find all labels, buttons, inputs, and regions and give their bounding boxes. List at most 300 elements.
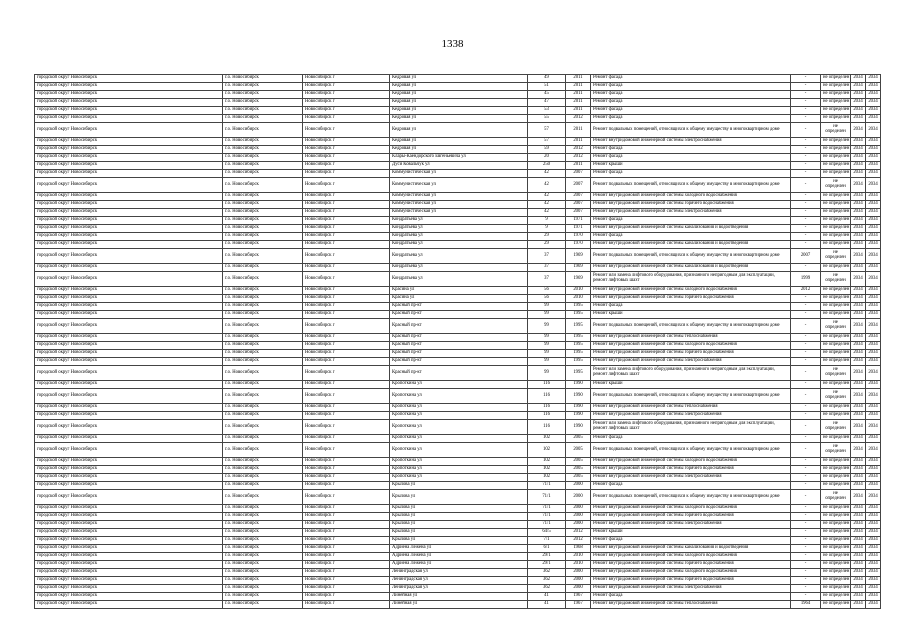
plan-end-cell: 2034 <box>866 99 881 107</box>
work-type-cell: Ремонт фасада <box>591 435 791 443</box>
year-done-cell: - <box>791 569 821 577</box>
plan-end-cell: 2034 <box>866 513 881 521</box>
work-type-cell: Ремонт внутридомовой инженерной системы электроснабжения <box>591 358 791 366</box>
plan-start-cell: 2034 <box>851 303 866 311</box>
city-cell: Новосибирск г <box>303 389 390 404</box>
table-row <box>35 513 881 521</box>
house-cell: 42 <box>528 209 566 217</box>
year-done-cell: - <box>791 319 821 334</box>
city-cell: Новосибирск г <box>303 146 390 154</box>
house-cell: 9 <box>528 225 566 233</box>
work-type-cell: Ремонт фасада <box>591 115 791 123</box>
municipality-cell: городской округ Новосибирск <box>35 342 223 350</box>
house-cell: 116 <box>528 389 566 404</box>
cost-cell: не определен <box>821 233 851 241</box>
year-done-cell: 2012 <box>791 287 821 295</box>
city-cell: Новосибирск г <box>303 295 390 303</box>
plan-end-cell: 2034 <box>866 272 881 287</box>
plan-end-cell: 2034 <box>866 225 881 233</box>
plan-start-cell: 2034 <box>851 458 866 466</box>
house-cell: 99 <box>528 366 566 381</box>
work-type-cell: Ремонт внутридомовой инженерной системы электроснабжения <box>591 474 791 482</box>
year-done-cell: - <box>791 99 821 107</box>
plan-end-cell: 2034 <box>866 91 881 99</box>
work-type-cell: Ремонт внутридомовой инженерной системы теплоснабжения <box>591 334 791 342</box>
table-row <box>35 154 881 162</box>
year-cell: 2005 <box>566 474 591 482</box>
street-cell: Красный пр-кт <box>390 358 528 366</box>
city-cell: Новосибирск г <box>303 381 390 389</box>
year-done-cell: - <box>791 412 821 420</box>
street-cell: Коммунистическая ул <box>390 201 528 209</box>
plan-end-cell: 2034 <box>866 569 881 577</box>
year-cell: 1995 <box>566 366 591 381</box>
city-cell: Новосибирск г <box>303 466 390 474</box>
street-cell: Кропоткина ул <box>390 466 528 474</box>
year-cell: 2012 <box>566 154 591 162</box>
city-cell: Новосибирск г <box>303 107 390 115</box>
street-cell: Кедровая ул <box>390 107 528 115</box>
year-done-cell: - <box>791 342 821 350</box>
work-type-cell: Ремонт фасада <box>591 217 791 225</box>
municipality-cell: городской округ Новосибирск <box>35 474 223 482</box>
year-cell: 1995 <box>566 334 591 342</box>
plan-end-cell: 2034 <box>866 577 881 585</box>
house-cell: 47 <box>528 99 566 107</box>
cost-cell: не определен <box>821 569 851 577</box>
house-cell: 37 <box>528 249 566 264</box>
table-row <box>35 107 881 115</box>
street-cell: Кондратьева ул <box>390 249 528 264</box>
district-cell: г.о. Новосибирск <box>223 529 303 537</box>
table-row <box>35 412 881 420</box>
house-cell: 99 <box>528 303 566 311</box>
year-done-cell: - <box>791 311 821 319</box>
house-cell: 55 <box>528 115 566 123</box>
work-type-cell: Ремонт крыши <box>591 311 791 319</box>
municipality-cell: городской округ Новосибирск <box>35 458 223 466</box>
table-row <box>35 311 881 319</box>
plan-end-cell: 2034 <box>866 521 881 529</box>
municipality-cell: городской округ Новосибирск <box>35 241 223 249</box>
city-cell: Новосибирск г <box>303 154 390 162</box>
district-cell: г.о. Новосибирск <box>223 569 303 577</box>
table-row <box>35 162 881 170</box>
work-type-cell: Ремонт подвальных помещений, относящихся к общему имуществу в многоквартирном доме <box>591 319 791 334</box>
year-cell: 1995 <box>566 358 591 366</box>
year-done-cell: - <box>791 170 821 178</box>
house-cell: 71/1 <box>528 490 566 505</box>
plan-start-cell: 2034 <box>851 193 866 201</box>
plan-end-cell: 2034 <box>866 545 881 553</box>
municipality-cell: городской округ Новосибирск <box>35 178 223 193</box>
cost-cell: не определен <box>821 529 851 537</box>
table-row <box>35 272 881 287</box>
district-cell: г.о. Новосибирск <box>223 545 303 553</box>
table-row <box>35 342 881 350</box>
street-cell: Ленинградская ул <box>390 577 528 585</box>
district-cell: г.о. Новосибирск <box>223 170 303 178</box>
year-cell: 1967 <box>566 593 591 601</box>
cost-cell: не определен <box>821 162 851 170</box>
city-cell: Новосибирск г <box>303 311 390 319</box>
house-cell: 59 <box>528 146 566 154</box>
street-cell: Кедровая ул <box>390 123 528 138</box>
work-type-cell: Ремонт внутридомовой инженерной системы электроснабжения <box>591 412 791 420</box>
district-cell: г.о. Новосибирск <box>223 342 303 350</box>
cost-cell: не определен <box>821 123 851 138</box>
cost-cell: не определен <box>821 521 851 529</box>
year-done-cell: - <box>791 404 821 412</box>
work-type-cell: Ремонт фасада <box>591 233 791 241</box>
work-type-cell: Ремонт внутридомовой инженерной системы горячего водоснабжения <box>591 350 791 358</box>
table-row <box>35 91 881 99</box>
plan-end-cell: 2034 <box>866 201 881 209</box>
city-cell: Новосибирск г <box>303 170 390 178</box>
street-cell: Коммунистическая ул <box>390 170 528 178</box>
plan-start-cell: 2034 <box>851 474 866 482</box>
plan-end-cell: 2034 <box>866 162 881 170</box>
district-cell: г.о. Новосибирск <box>223 249 303 264</box>
plan-start-cell: 2034 <box>851 412 866 420</box>
municipality-cell: городской округ Новосибирск <box>35 529 223 537</box>
house-cell: 29 <box>528 233 566 241</box>
plan-start-cell: 2034 <box>851 241 866 249</box>
street-cell: Красный пр-кт <box>390 303 528 311</box>
year-done-cell: - <box>791 458 821 466</box>
work-type-cell: Ремонт внутридомовой инженерной системы горячего водоснабжения <box>591 577 791 585</box>
street-cell: Красный пр-кт <box>390 319 528 334</box>
street-cell: Кедровая ул <box>390 146 528 154</box>
municipality-cell: городской округ Новосибирск <box>35 75 223 83</box>
cost-cell: не определен <box>821 593 851 601</box>
city-cell: Новосибирск г <box>303 217 390 225</box>
year-done-cell: - <box>791 389 821 404</box>
table-row <box>35 178 881 193</box>
municipality-cell: городской округ Новосибирск <box>35 170 223 178</box>
plan-end-cell: 2034 <box>866 381 881 389</box>
work-type-cell: Ремонт внутридомовой инженерной системы холодного водоснабжения <box>591 342 791 350</box>
cost-cell: не определен <box>821 358 851 366</box>
cost-cell: не определен <box>821 107 851 115</box>
city-cell: Новосибирск г <box>303 115 390 123</box>
year-done-cell: - <box>791 123 821 138</box>
year-done-cell: - <box>791 264 821 272</box>
district-cell: г.о. Новосибирск <box>223 99 303 107</box>
cost-cell: не определен <box>821 138 851 146</box>
year-done-cell: - <box>791 585 821 593</box>
year-done-cell: - <box>791 209 821 217</box>
plan-start-cell: 2034 <box>851 162 866 170</box>
year-cell: 2011 <box>566 123 591 138</box>
city-cell: Новосибирск г <box>303 342 390 350</box>
work-type-cell: Ремонт фасада <box>591 593 791 601</box>
house-cell: 99 <box>528 319 566 334</box>
municipality-cell: городской округ Новосибирск <box>35 404 223 412</box>
table-row <box>35 217 881 225</box>
plan-end-cell: 2034 <box>866 334 881 342</box>
year-done-cell: - <box>791 474 821 482</box>
table-row <box>35 404 881 412</box>
year-cell: 2007 <box>566 178 591 193</box>
work-type-cell: Ремонт крыши <box>591 529 791 537</box>
plan-start-cell: 2034 <box>851 585 866 593</box>
city-cell: Новосибирск г <box>303 138 390 146</box>
work-type-cell: Ремонт внутридомовой инженерной системы горячего водоснабжения <box>591 295 791 303</box>
street-cell: Крылова ул <box>390 521 528 529</box>
municipality-cell: городской округ Новосибирск <box>35 154 223 162</box>
district-cell: г.о. Новосибирск <box>223 146 303 154</box>
table-row <box>35 537 881 545</box>
municipality-cell: городской округ Новосибирск <box>35 381 223 389</box>
house-cell: 42 <box>528 178 566 193</box>
cost-cell: не определен <box>821 201 851 209</box>
district-cell: г.о. Новосибирск <box>223 201 303 209</box>
district-cell: г.о. Новосибирск <box>223 217 303 225</box>
cost-cell: не определен <box>821 466 851 474</box>
municipality-cell: городской округ Новосибирск <box>35 585 223 593</box>
house-cell: 57 <box>528 123 566 138</box>
plan-end-cell: 2034 <box>866 366 881 381</box>
city-cell: Новосибирск г <box>303 585 390 593</box>
municipality-cell: городской округ Новосибирск <box>35 138 223 146</box>
city-cell: Новосибирск г <box>303 272 390 287</box>
cost-cell: не определен <box>821 474 851 482</box>
district-cell: г.о. Новосибирск <box>223 241 303 249</box>
year-cell: 2010 <box>566 295 591 303</box>
city-cell: Новосибирск г <box>303 201 390 209</box>
year-cell: 2005 <box>566 435 591 443</box>
municipality-cell: городской округ Новосибирск <box>35 91 223 99</box>
work-type-cell: Ремонт внутридомовой инженерной системы электроснабжения <box>591 521 791 529</box>
year-cell: 2011 <box>566 91 591 99</box>
year-cell: 2011 <box>566 162 591 170</box>
plan-start-cell: 2034 <box>851 91 866 99</box>
plan-start-cell: 2034 <box>851 311 866 319</box>
house-cell: 42 <box>528 201 566 209</box>
year-cell: 2011 <box>566 138 591 146</box>
district-cell: г.о. Новосибирск <box>223 482 303 490</box>
table-row <box>35 334 881 342</box>
work-type-cell: Ремонт внутридомовой инженерной системы холодного водоснабжения <box>591 569 791 577</box>
table-row <box>35 193 881 201</box>
street-cell: Крылова ул <box>390 513 528 521</box>
district-cell: г.о. Новосибирск <box>223 138 303 146</box>
city-cell: Новосибирск г <box>303 241 390 249</box>
year-done-cell: - <box>791 154 821 162</box>
city-cell: Новосибирск г <box>303 249 390 264</box>
plan-end-cell: 2034 <box>866 561 881 569</box>
street-cell: Кропоткина ул <box>390 404 528 412</box>
plan-end-cell: 2034 <box>866 264 881 272</box>
house-cell: 53 <box>528 107 566 115</box>
year-cell: 2007 <box>566 193 591 201</box>
cost-cell: не определен <box>821 83 851 91</box>
cost-cell: не определен <box>821 350 851 358</box>
district-cell: г.о. Новосибирск <box>223 466 303 474</box>
plan-start-cell: 2034 <box>851 420 866 435</box>
house-cell: 45 <box>528 91 566 99</box>
year-done-cell: - <box>791 366 821 381</box>
house-cell: 99 <box>528 350 566 358</box>
year-cell: 1990 <box>566 404 591 412</box>
table-row <box>35 264 881 272</box>
plan-start-cell: 2034 <box>851 505 866 513</box>
house-cell: 71/1 <box>528 505 566 513</box>
street-cell: Кедровая ул <box>390 83 528 91</box>
plan-start-cell: 2034 <box>851 490 866 505</box>
house-cell: 51 <box>528 83 566 91</box>
plan-start-cell: 2034 <box>851 466 866 474</box>
municipality-cell: городской округ Новосибирск <box>35 99 223 107</box>
year-done-cell: - <box>791 537 821 545</box>
district-cell: г.о. Новосибирск <box>223 178 303 193</box>
house-cell: 71/1 <box>528 482 566 490</box>
house-cell: 116 <box>528 404 566 412</box>
district-cell: г.о. Новосибирск <box>223 381 303 389</box>
plan-end-cell: 2034 <box>866 412 881 420</box>
city-cell: Новосибирск г <box>303 264 390 272</box>
cost-cell: не определен <box>821 241 851 249</box>
work-type-cell: Ремонт или замена лифтового оборудования, признанного непригодным для эксплуатации, ремонт лифтовых шахт <box>591 420 791 435</box>
city-cell: Новосибирск г <box>303 537 390 545</box>
city-cell: Новосибирск г <box>303 319 390 334</box>
table-row <box>35 241 881 249</box>
municipality-cell: городской округ Новосибирск <box>35 593 223 601</box>
city-cell: Новосибирск г <box>303 577 390 585</box>
plan-start-cell: 2034 <box>851 366 866 381</box>
plan-end-cell: 2034 <box>866 249 881 264</box>
plan-end-cell: 2034 <box>866 319 881 334</box>
city-cell: Новосибирск г <box>303 474 390 482</box>
year-done-cell: - <box>791 295 821 303</box>
cost-cell: не определен <box>821 91 851 99</box>
city-cell: Новосибирск г <box>303 358 390 366</box>
district-cell: г.о. Новосибирск <box>223 209 303 217</box>
district-cell: г.о. Новосибирск <box>223 458 303 466</box>
house-cell: 64/5 <box>528 529 566 537</box>
cost-cell: не определен <box>821 381 851 389</box>
house-cell: 9 <box>528 217 566 225</box>
city-cell: Новосибирск г <box>303 233 390 241</box>
city-cell: Новосибирск г <box>303 287 390 295</box>
year-done-cell: - <box>791 217 821 225</box>
street-cell: Красный пр-кт <box>390 342 528 350</box>
cost-cell: не определен <box>821 601 851 609</box>
municipality-cell: городской округ Новосибирск <box>35 209 223 217</box>
year-done-cell: - <box>791 350 821 358</box>
city-cell: Новосибирск г <box>303 458 390 466</box>
plan-end-cell: 2034 <box>866 311 881 319</box>
plan-end-cell: 2034 <box>866 217 881 225</box>
district-cell: г.о. Новосибирск <box>223 601 303 609</box>
district-cell: г.о. Новосибирск <box>223 91 303 99</box>
district-cell: г.о. Новосибирск <box>223 490 303 505</box>
plan-start-cell: 2034 <box>851 553 866 561</box>
cost-cell: не определен <box>821 505 851 513</box>
year-cell: 1969 <box>566 264 591 272</box>
plan-start-cell: 2034 <box>851 443 866 458</box>
work-type-cell: Ремонт внутридомовой инженерной системы теплоснабжения <box>591 601 791 609</box>
work-type-cell: Ремонт внутридомовой инженерной системы горячего водоснабжения <box>591 513 791 521</box>
table-row <box>35 569 881 577</box>
work-type-cell: Ремонт внутридомовой инженерной системы холодного водоснабжения <box>591 553 791 561</box>
municipality-cell: городской округ Новосибирск <box>35 146 223 154</box>
year-done-cell: - <box>791 490 821 505</box>
street-cell: Кропоткина ул <box>390 443 528 458</box>
house-cell: 56 <box>528 295 566 303</box>
municipality-cell: городской округ Новосибирск <box>35 217 223 225</box>
plan-end-cell: 2034 <box>866 170 881 178</box>
plan-end-cell: 2034 <box>866 154 881 162</box>
cost-cell: не определен <box>821 75 851 83</box>
table-row <box>35 201 881 209</box>
plan-end-cell: 2034 <box>866 537 881 545</box>
street-cell: Кропоткина ул <box>390 458 528 466</box>
street-cell: Адриена Лежена ул <box>390 553 528 561</box>
house-cell: 99 <box>528 334 566 342</box>
plan-start-cell: 2034 <box>851 115 866 123</box>
cost-cell: не определен <box>821 458 851 466</box>
house-cell: 56 <box>528 287 566 295</box>
district-cell: г.о. Новосибирск <box>223 474 303 482</box>
district-cell: г.о. Новосибирск <box>223 162 303 170</box>
year-cell: 2007 <box>566 201 591 209</box>
municipality-cell: городской округ Новосибирск <box>35 490 223 505</box>
work-type-cell: Ремонт внутридомовой инженерной системы теплоснабжения <box>591 404 791 412</box>
plan-end-cell: 2034 <box>866 75 881 83</box>
municipality-cell: городской округ Новосибирск <box>35 123 223 138</box>
work-type-cell: Ремонт внутридомовой инженерной системы электроснабжения <box>591 585 791 593</box>
plan-end-cell: 2034 <box>866 482 881 490</box>
city-cell: Новосибирск г <box>303 303 390 311</box>
street-cell: Красный пр-кт <box>390 350 528 358</box>
municipality-cell: городской округ Новосибирск <box>35 553 223 561</box>
plan-start-cell: 2034 <box>851 577 866 585</box>
plan-end-cell: 2034 <box>866 295 881 303</box>
work-type-cell: Ремонт внутридомовой инженерной системы электроснабжения <box>591 138 791 146</box>
year-done-cell: - <box>791 162 821 170</box>
year-cell: 1990 <box>566 412 591 420</box>
plan-end-cell: 2034 <box>866 435 881 443</box>
table-row <box>35 75 881 83</box>
plan-start-cell: 2034 <box>851 334 866 342</box>
plan-end-cell: 2034 <box>866 146 881 154</box>
street-cell: Кропоткина ул <box>390 474 528 482</box>
table-row <box>35 381 881 389</box>
plan-start-cell: 2034 <box>851 561 866 569</box>
cost-cell: не определен <box>821 287 851 295</box>
plan-start-cell: 2034 <box>851 381 866 389</box>
work-type-cell: Ремонт внутридомовой инженерной системы канализования и водоотведения <box>591 545 791 553</box>
year-done-cell: - <box>791 420 821 435</box>
municipality-cell: городской округ Новосибирск <box>35 561 223 569</box>
district-cell: г.о. Новосибирск <box>223 593 303 601</box>
house-cell: 116 <box>528 381 566 389</box>
year-done-cell: - <box>791 553 821 561</box>
capital-repair-table <box>34 74 881 609</box>
plan-end-cell: 2034 <box>866 585 881 593</box>
cost-cell: не определен <box>821 209 851 217</box>
street-cell: Красина ул <box>390 287 528 295</box>
plan-start-cell: 2034 <box>851 154 866 162</box>
work-type-cell: Ремонт фасада <box>591 303 791 311</box>
plan-end-cell: 2034 <box>866 358 881 366</box>
year-cell: 1990 <box>566 420 591 435</box>
plan-end-cell: 2034 <box>866 178 881 193</box>
plan-start-cell: 2034 <box>851 83 866 91</box>
district-cell: г.о. Новосибирск <box>223 577 303 585</box>
